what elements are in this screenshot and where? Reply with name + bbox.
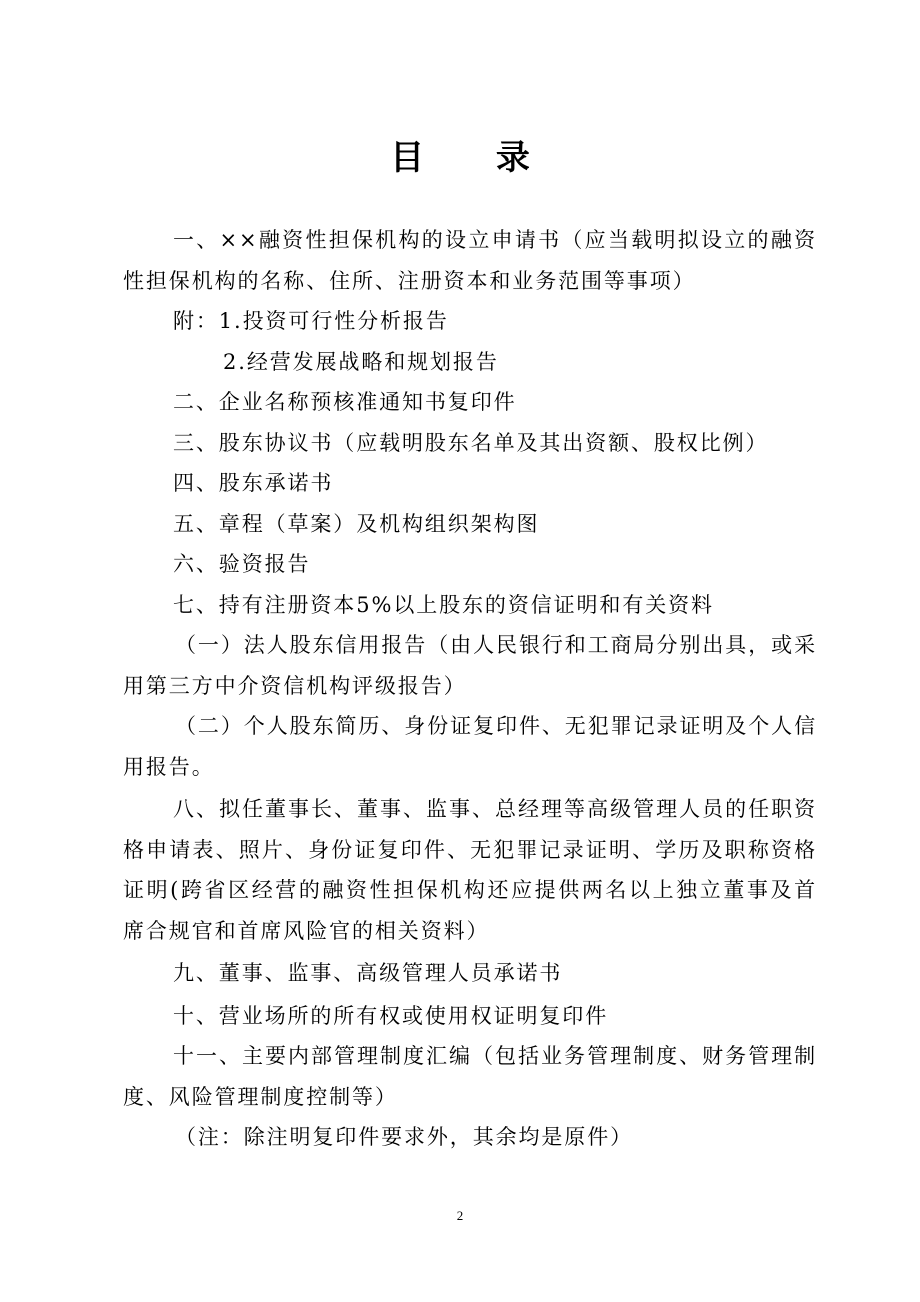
toc-item-6: 六、验资报告 [173, 552, 311, 576]
toc-item-9: 九、董事、监事、高级管理人员承诺书 [173, 961, 563, 985]
toc-item-5: 五、章程（草案）及机构组织架构图 [173, 511, 540, 536]
toc-appendix-1: 附：1.投资可行性分析报告 [173, 309, 449, 333]
toc-item-7-sub-1: （一）法人股东信用报告（由人民银行和工商局分别出具，或采用第三方中介资信机构评级报告） [123, 633, 817, 698]
toc-appendix-2: 2.经营发展战略和规划报告 [223, 349, 499, 374]
toc-item-3: 三、股东协议书（应载明股东名单及其出资额、股权比例） [173, 430, 769, 455]
page-number: 2 [456, 1208, 464, 1223]
toc-note: （注：除注明复印件要求外，其余均是原件） [175, 1125, 633, 1149]
toc-item-8: 八、拟任董事长、董事、监事、总经理等高级管理人员的任职资格申请表、照片、身份证复印件、无犯罪记录证明、学历及职称资格证明(跨省区经营的融资性担保机构还应提供两名以上独立董事及首席合规官和首席风险官的相关资料） [123, 797, 817, 943]
toc-item-4: 四、股东承诺书 [173, 471, 334, 495]
toc-item-1: 一、××融资性担保机构的设立申请书（应当载明拟设立的融资性担保机构的名称、住所、注册资本和业务范围等事项） [123, 228, 817, 293]
toc-item-7: 七、持有注册资本5%以上股东的资信证明和有关资料 [173, 592, 714, 617]
page-title: 目 录 [390, 138, 560, 178]
toc-item-2: 二、企业名称预核准通知书复印件 [173, 390, 517, 414]
toc-item-7-sub-2: （二）个人股东简历、身份证复印件、无犯罪记录证明及个人信用报告。 [123, 714, 817, 779]
toc-item-10: 十、营业场所的所有权或使用权证明复印件 [173, 1003, 609, 1028]
table-of-contents [123, 220, 817, 1158]
toc-item-11: 十一、主要内部管理制度汇编（包括业务管理制度、财务管理制度、风险管理制度控制等） [123, 1044, 817, 1109]
